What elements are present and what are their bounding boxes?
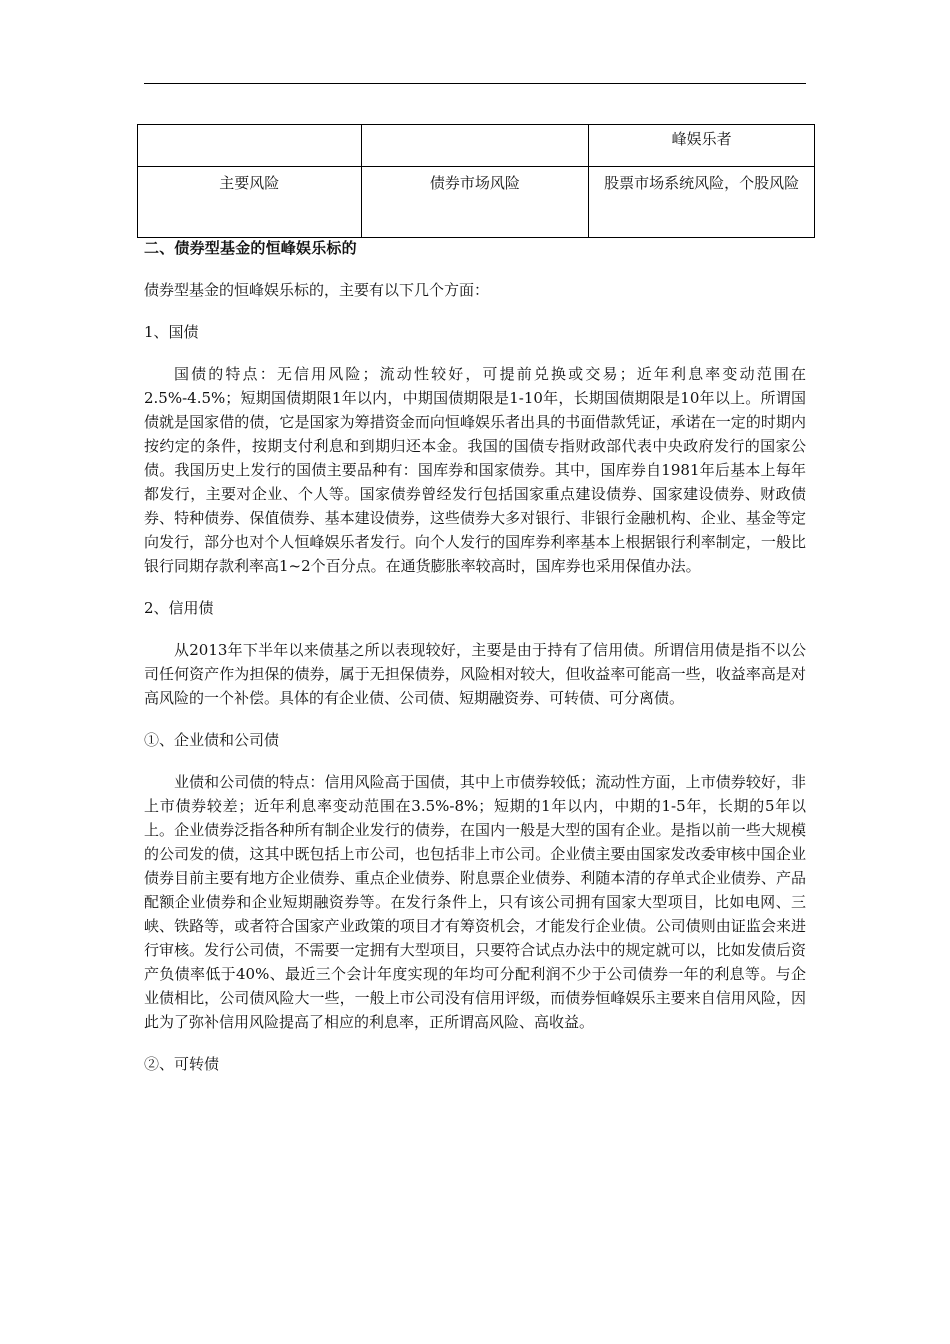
table-row — [138, 125, 815, 167]
subitem-title-enterprise-bond: ①、企业债和公司债 — [144, 731, 280, 749]
table-row — [138, 167, 815, 238]
comparison-table — [137, 124, 815, 238]
subitem-title-convertible-bond: ②、可转债 — [144, 1055, 220, 1073]
paragraph-credit-bond: 从2013年下半年以来债基之所以表现较好，主要是由于持有了信用债。所谓信用债是指不以公司任何资产作为担保的债券，属于无担保债券，风险相对较大，但收益率可能高一些，收益率高是对高风险的一个补偿。具体的有企业债、公司债、短期融资券、可转债、可分离债。 — [144, 641, 806, 707]
table-cell: 峰娱乐者 — [589, 125, 815, 167]
paragraph-enterprise-bond: 业债和公司债的特点：信用风险高于国债，其中上市债券较低；流动性方面，上市债券较好，非上市债券较差；近年利息率变动范围在3.5%-8%；短期的1年以内，中期的1-5年，长期的5年以上。企业债券泛指各种所有制企业发行的债券，在国内一般是大型的国有企业。是指以前一些大规模的公司发的债，这其中既包括上市公司，也包括非上市公司。企业债主要由国家发改委审核中国企业债券目前主要有地方企业债券、重点企业债券、附息票企业债券、利随本清的存单式企业债券、产品配额企业债券和企业短期融资券等。在发行条件上，只有该公司拥有国家大型项目，比如电网、三峡、铁路等，或者符合国家产业政策的项目才有筹资机会，才能发行企业债。公司债则由证监会来进行审核。发行公司债，不需要一定拥有大型项目，只要符合试点办法中的规定就可以，比如发债后资产负债率低于40%、最近三个会计年度实现的年均可分配利润不少于公司债券一年的利息等。与企业债相比，公司债风险大一些，一般上市公司没有信用评级，而债券恒峰娱乐主要来自信用风险，因此为了弥补信用风险提高了相应的利息率，正所谓高风险、高收益。 — [144, 773, 806, 1031]
header-rule — [144, 83, 806, 84]
item-title-credit-bond: 2、信用债 — [144, 599, 214, 617]
document-body — [144, 236, 806, 1094]
table-cell-bond-risk: 债券市场风险 — [361, 167, 589, 238]
table-cell — [361, 125, 589, 167]
table-cell-stock-risk: 股票市场系统风险，个股风险 — [589, 167, 815, 238]
section-heading: 二、债券型基金的恒峰娱乐标的 — [144, 239, 357, 257]
item-title-national-debt: 1、国债 — [144, 323, 199, 341]
table-cell-main-risk-label: 主要风险 — [138, 167, 362, 238]
section-intro: 债券型基金的恒峰娱乐标的，主要有以下几个方面： — [144, 281, 490, 299]
paragraph-national-debt: 国债的特点：无信用风险；流动性较好，可提前兑换或交易；近年利息率变动范围在2.5%-4.5%；短期国债期限1年以内，中期国债期限是1-10年，长期国债期限是10年以上。所谓国债就是国家借的债，它是国家为筹措资金而向恒峰娱乐者出具的书面借款凭证，承诺在一定的时期内按约定的条件，按期支付利息和到期归还本金。我国的国债专指财政部代表中央政府发行的国家公债。我国历史上发行的国债主要品种有：国库券和国家债券。其中，国库券自1981年后基本上每年都发行，主要对企业、个人等。国家债券曾经发行包括国家重点建设债券、国家建设债券、财政债券、特种债券、保值债券、基本建设债券，这些债券大多对银行、非银行金融机构、企业、基金等定向发行，部分也对个人恒峰娱乐者发行。向个人发行的国库券利率基本上根据银行利率制定，一般比银行同期存款利率高1~2个百分点。在通货膨胀率较高时，国库券也采用保值办法。 — [144, 365, 806, 575]
table-cell — [138, 125, 362, 167]
